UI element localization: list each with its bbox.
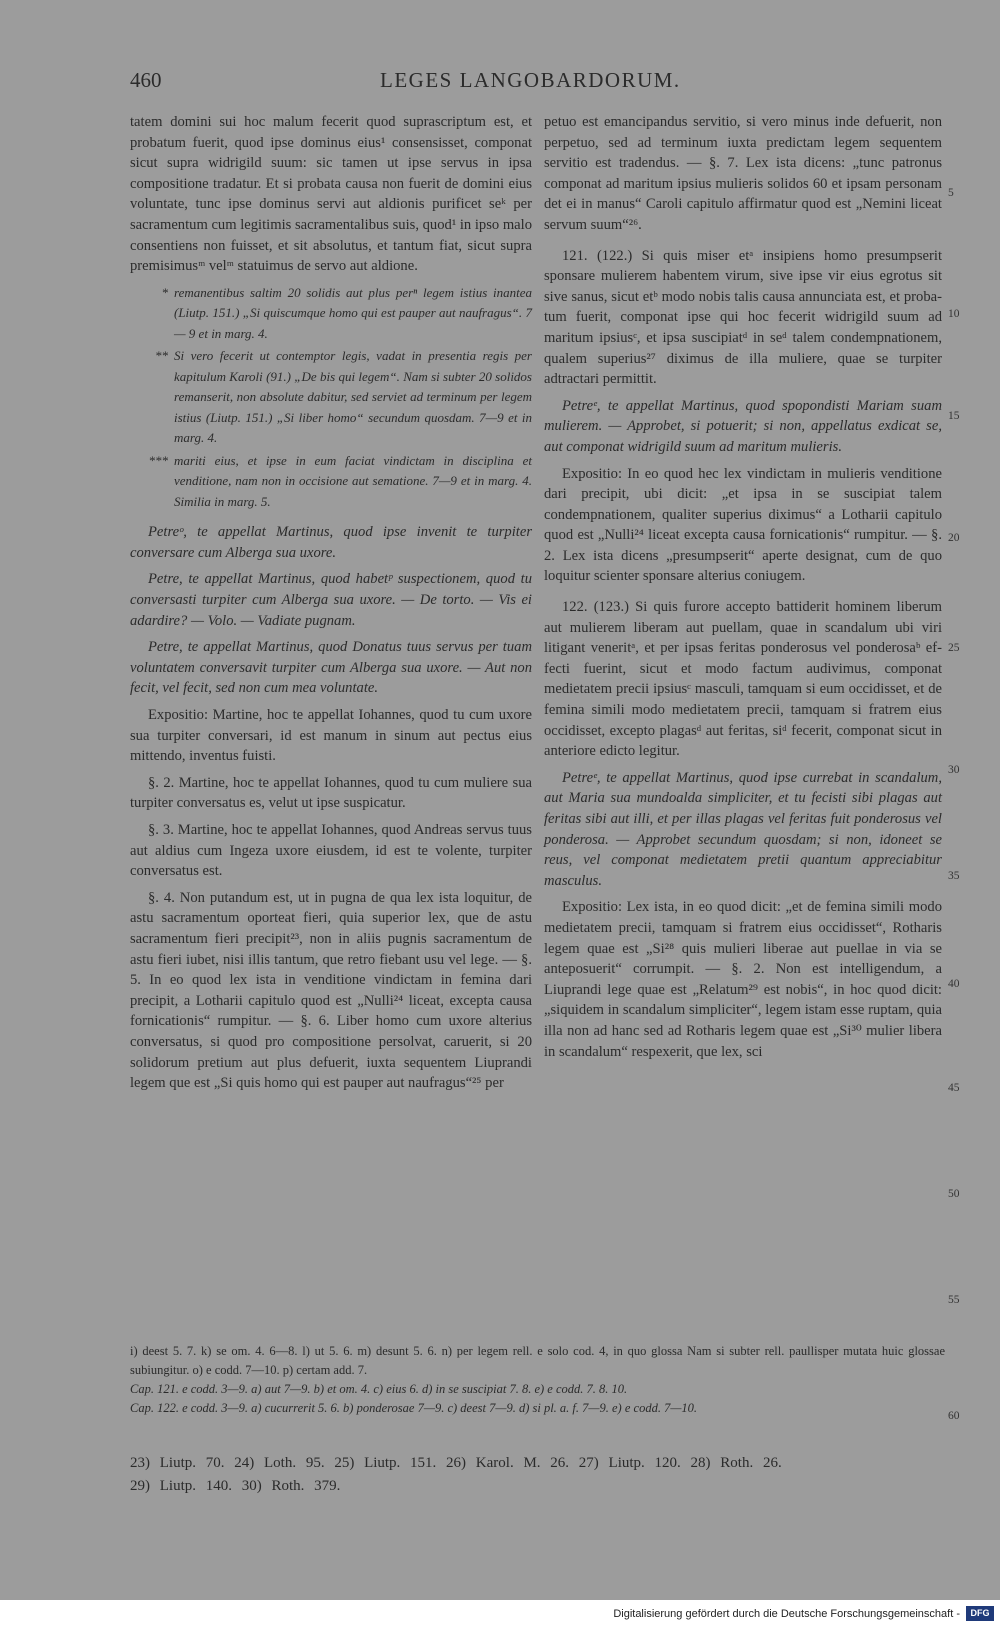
line-number: 55 [948,1294,960,1306]
source-line: 23) Liutp. 70. 24) Loth. 95. 25) Liutp. 151. 26) Karol. M. 26. 27) Liutp. 120. 28) Roth. 26. [130,1455,782,1471]
note-text: mariti eius, et ipse in eum faciat vindictam in disciplina et venditione, nam non in occisione aut sematione. 7—9 et in marg. 4. Similia in marg. 5. [174,452,532,509]
right-column [544,112,942,1068]
line-number: 25 [948,642,960,654]
line-number: 60 [948,1410,960,1422]
right-paragraph-1: petuo est emancipandus servitio, si vero minus inde defuerit, non perpetuo, sed ad terminum iuxta predictam legem sequentem servitio est tradendus. — §. 7. Lex ista dicens: „tunc patronus componat ad maritum ipsius mulieris solidos 60 et ipsam personam det ei in manus“ Caroli capitulo affirmatur quod est „Nemini liceat servum suum“²⁶. [544,114,942,233]
funding-notice: Digitalisierung gefördert durch die Deutsche Forschungsgemeinschaft - [613,1608,960,1620]
variant-note [130,346,532,449]
page-number: 460 [130,68,162,92]
expositio-paragraph: Expositio: Lex ista, in eo quod dicit: „et de femina simili modo medietatem precii, tamquam si fratrem eius occidisset“, Rotharis legem quae est „Si²⁸ quis mulieri liberae aut puellae in via se anteposuerit“ corrumpit. — §. 2. Non est intelligendum, a Liuprandi lege quae est „Relatum²⁹ est nobis“, in hoc quod dicit: „siquidem in scandalum simpliciter“, legem istam esse ruptam, quia illa non ad hanc sed ad Rotharis legem quae est „Si³⁰ mulier libera in scandalum“ respexerit, que lex, sci [544,899,942,1060]
critical-apparatus [130,1342,945,1418]
section-paragraph: §. 3. Martine, hoc te appellat Iohannes, quod Andreas servus tuus aut aldius cum Ingeza uxore eiusdem, id est te volente, turpiter conversatus est. [130,821,532,880]
line-number: 50 [948,1188,960,1200]
note-mark: ** [155,348,168,364]
formula-paragraph: Petreᵉ, te appellat Martinus, quod ipse currebat in scandalum, aut Maria sua mundoalda simpliciter, et tu fecisti sibi plagas aut feritas sibi aut illi, et per illas plagas vel feritas fuit ponderosus vel ponderosa. — Approbet secundum quosdam; si non, idoneet se reus, vel componat medietatem pretii quantum appreciabitur masculus. [544,769,942,889]
line-number: 10 [948,308,960,320]
note-text: Si vero fecerit ut contemptor legis, vadat in presentia regis per kapitulum Karoli (91.) „De bis qui legem“. Nam si subter 20 solidos remanserit, non absolute dabitur, sed serviet ad terminum per legem istius (Liutp. 151.) „Si liber homo“ secundum quosdam. 7—9 et in marg. 4. [174,348,532,446]
left-column [130,112,532,1100]
running-title: LEGES LANGOBARDORUM. [380,68,681,92]
variant-note [130,451,532,513]
note-mark: * [161,284,168,300]
formula-paragraph: Petreᵉ, te appellat Martinus, quod spopondisti Mariam suam mulierem. — Approbet, si potuerit; si non, appellatus exdicat se, aut componat widrigild suum ad maritum mulieris. [544,397,942,455]
line-number: 35 [948,870,960,882]
note-text: remanentibus saltim 20 solidis aut plus perⁿ legem istius inantea (Liutp. 151.) „Si quiscumque homo qui est pauper aut naufragus“. 7 — 9 et in marg. 4. [174,284,532,341]
dfg-logo-icon: DFG [966,1606,994,1621]
apparatus-line: i) deest 5. 7. k) se om. 4. 6—8. l) ut 5. 6. m) desunt 5. 6. n) per legem rell. e solo cod. 4, in quo glossa Nam si subter rell. paullisper mutata huic glossae subiungitur. o) e codd. 7—10. p) certam add. 7. [130,1344,945,1377]
line-number: 45 [948,1082,960,1094]
apparatus-line: Cap. 121. e codd. 3—9. a) aut 7—9. b) et om. 4. c) eius 6. d) in se suscipiat 7. 8. e) e codd. 7. 8. 10. [130,1382,628,1396]
formula-paragraph: Petre, te appellat Martinus, quod Donatus tuus servus per tuam voluntatem conversavit turpiter cum Alberga sua uxore. — Aut non fecit, vel fecit, sed non cum mea voluntate. [130,639,532,697]
line-number: 20 [948,532,960,544]
footer-bar [0,1600,1000,1629]
chapter-122: 122. (123.) Si quis furore accepto battiderit hominem liberum aut mulierem liberam aut puellam, quae in scandalum ubi viri litigant veneritᵃ, et per ipsas feritas ponderosus vel ponderosaᵇ effecti fuerint, sicut et modo factum audivimus, componat medietatem precii ipsiusᶜ masculi, tamquam si eum occidisset, et de femina simili modo medietatem precii, tamquam si fratrem eius occidisset, excepto plagasᵈ aut feritas, siᵈ fecerit, componat sicut in anteriore edicto legitur. [544,599,942,760]
section-paragraph: §. 4. Non putandum est, ut in pugna de qua lex ista loquitur, de astu sacramentum oporteat fieri, quia superior lex, que de astu sacramentum fieri precipit²³, non in aliis pugnis sacramentum de astu fieri iubet, nisi illis tantum, que retro fiebant usu vel lege. — §. 5. In eo quod lex ista in venditione vindictam in femina dari precipit, a Lotharii capitulo quod est „Nulli²⁴ liceat, excepta causa fornicationis“ rumpitur. — §. 6. Liber homo cum uxore alterius conversatus, si quod pro compositione persolvat, caruerit, si 20 solidorum pretium aut plus defuerit, iuxta sequentem Liuprandi legem que est „Si quis homo qui est pauper aut naufragus“²⁵ per [130,889,532,1092]
left-paragraph-1: tatem domini sui hoc malum fecerit quod suprascriptum est, et probatum fuerit, quod ipse dominus eius¹ consensisset, componat sicut supra widrigild suum: sic tamen ut ipse servus in ipsa compositione tradatur. Et si probata causa non fuerit de domini eius voluntate, tunc ipse dominus servi aut aldionis purificet seᵏ per sacramentum cum legitimis sacramentalibus suis, quod¹ in ipso malo consentiens non fuisset, et sit absolutus, et tantum fiat, sicut supra premisimusᵐ velᵐ statuimus de servo aut aldione. [130,114,532,275]
expositio-paragraph: Expositio: Martine, hoc te appellat Iohannes, quod tu cum uxore sua turpiter conversari, id est manum in sinum aut pectus eius mittendo, inventus fuisti. [130,707,532,765]
line-number: 40 [948,978,960,990]
chapter-121: 121. (122.) Si quis miser etᵃ insipiens homo presumpserit sponsare mulierem habentem virum, sive ipse vir eius egrotus sit sive sanus, sicut etᵇ modo nobis talis causa annunciata est, et probatum fuerit, componat ipse qui hoc fecerit widrigild suum ad maritum ipsiusᶜ, et ipsa suscipiatᵈ in seᵈ talem condempnationem, qualem superius²⁷ diximus de illa muliere, quae se turpiter adtractari permittit. [544,247,942,388]
formula-paragraph: Petre, te appellat Martinus, quod habetᵖ suspectionem, quod tu conversasti turpiter cum Alberga sua uxore. — De torto. — Vis ei adardire? — Volo. — Vadiate pugnam. [130,571,532,629]
expositio-paragraph: Expositio: In eo quod hec lex vindictam in mulieris venditione dari precipit, ubi dicit: „et ipsa in se suscipiat talem condempnationem, qualiter superius diximus“ a Lotharii capitulo quod est „Nulli²⁴ liceat excepta causa fornicationis“ rumpitur. — §. 2. Lex ista dicens „presumpserit“ aperte designat, cum de quo loquitur scienter sponsare alterius coniugem. [544,465,942,585]
apparatus-line: Cap. 122. e codd. 3—9. a) cucurrerit 5. 6. b) ponderosae 7—9. c) deest 7—9. d) si pl. a. f. 7—9. e) e codd. 7—10. [130,1401,698,1415]
line-number: 15 [948,410,960,422]
note-mark: *** [148,452,168,468]
source-line: 29) Liutp. 140. 30) Roth. 379. [130,1478,341,1494]
variant-note [130,283,532,345]
page-header [130,68,940,98]
source-references [130,1452,945,1498]
line-number: 30 [948,764,960,776]
section-paragraph: §. 2. Martine, hoc te appellat Iohannes, quod tu cum muliere sua turpiter conversatus es, velut ut ipse suspicatur. [130,774,532,812]
line-number: 5 [948,187,954,199]
formula-paragraph: Petreᵒ, te appellat Martinus, quod ipse invenit te turpiter conversare cum Alberga sua uxore. [130,524,532,561]
